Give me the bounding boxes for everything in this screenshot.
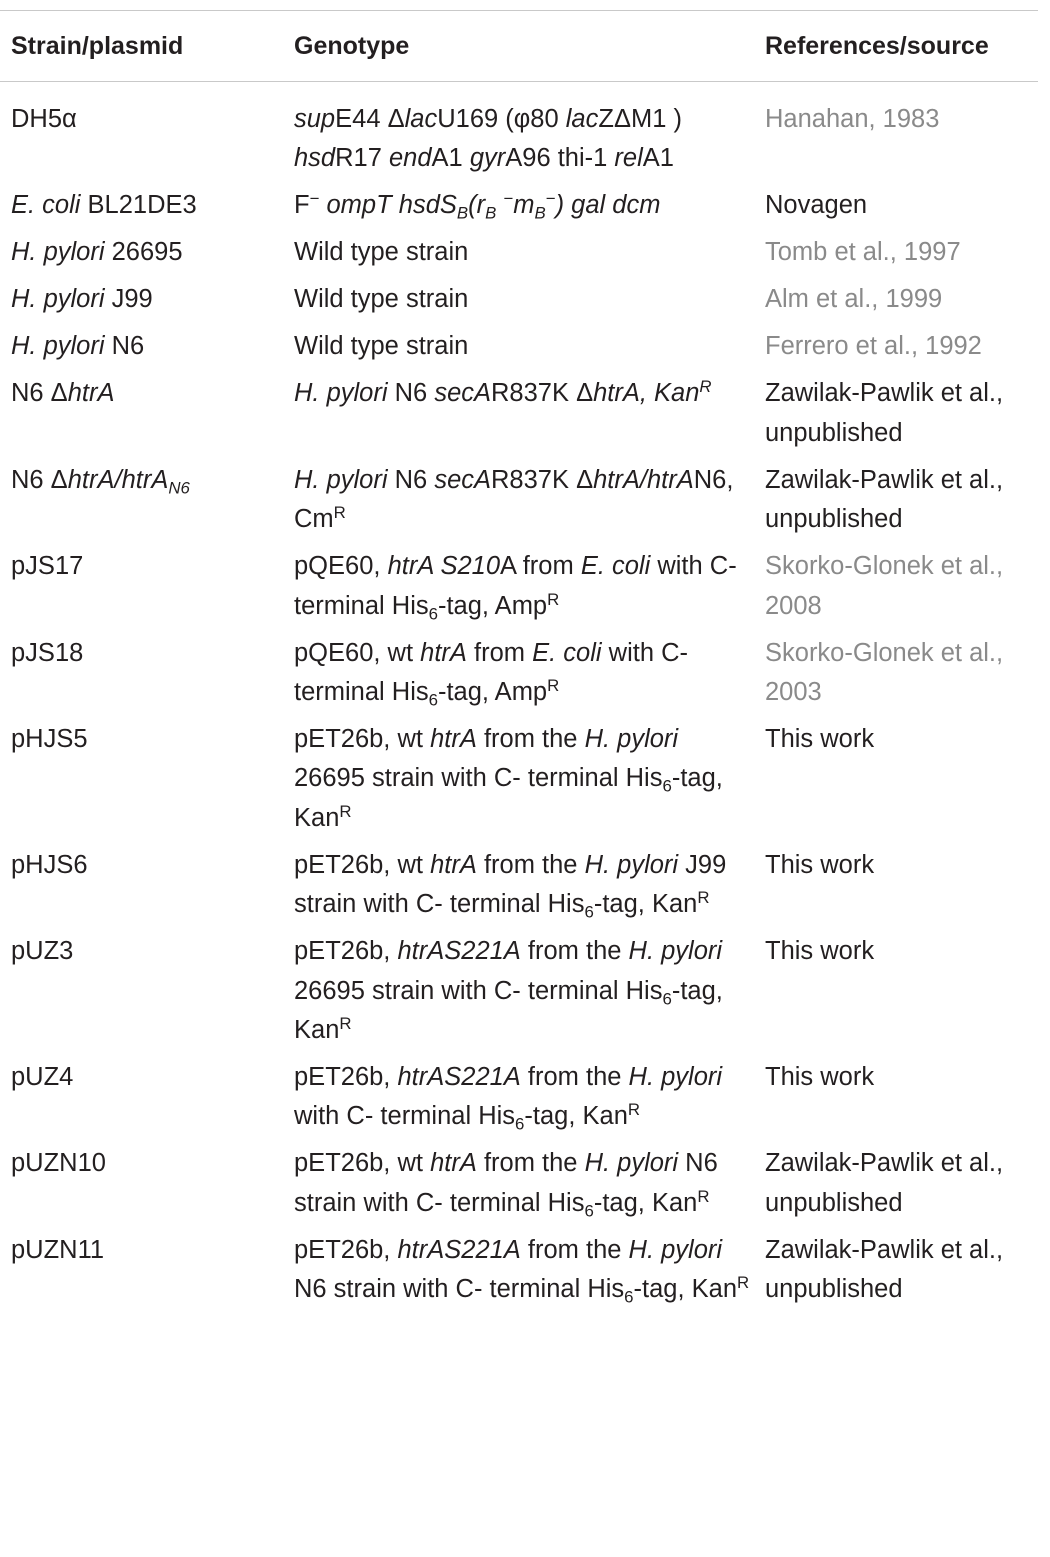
text-segment: R bbox=[699, 377, 712, 397]
reference-cell: Zawilak-Pawlik et al., unpublished bbox=[765, 465, 1004, 534]
text-segment: R bbox=[697, 1186, 710, 1206]
text-segment: R bbox=[339, 1013, 352, 1033]
text-segment: H. pylori bbox=[584, 850, 679, 879]
text-segment: rel bbox=[614, 144, 643, 173]
strain-cell bbox=[0, 1058, 283, 1144]
text-segment: htrA bbox=[67, 379, 115, 408]
strain-cell bbox=[0, 280, 283, 327]
text-segment: H. pylori bbox=[11, 238, 105, 267]
text-segment: with C-terminal His bbox=[294, 552, 737, 620]
text-segment: 26695 strain with C- terminal His bbox=[294, 976, 663, 1005]
table-header bbox=[0, 11, 1038, 82]
text-segment: sup bbox=[294, 105, 336, 133]
text-segment: from the bbox=[476, 725, 585, 754]
text-segment: 6 bbox=[662, 989, 672, 1009]
text-segment: 6 bbox=[428, 690, 438, 710]
strain-cell bbox=[0, 547, 283, 633]
text-segment: A from bbox=[500, 552, 581, 581]
table-row bbox=[0, 186, 1038, 233]
text-segment: pQE60, wt bbox=[294, 638, 421, 667]
text-segment: pJS18 bbox=[11, 638, 84, 667]
table-row bbox=[0, 461, 1038, 547]
text-segment: ompT hsdS bbox=[319, 191, 457, 220]
genotype-cell bbox=[283, 634, 754, 720]
text-segment: pET26b, bbox=[294, 1235, 398, 1264]
text-segment: from the bbox=[476, 1149, 585, 1178]
strain-cell bbox=[0, 634, 283, 720]
table-row bbox=[0, 932, 1038, 1058]
text-segment: from the bbox=[476, 850, 585, 879]
text-segment: B bbox=[485, 203, 497, 223]
header-strain-plasmid: Strain/plasmid bbox=[11, 32, 184, 60]
text-segment: H. pylori bbox=[628, 937, 723, 966]
table-row bbox=[0, 1058, 1038, 1144]
text-segment: hsd bbox=[294, 144, 336, 173]
text-segment: -tag, Amp bbox=[437, 678, 548, 707]
text-segment: from the bbox=[520, 937, 629, 966]
text-segment: R bbox=[697, 888, 710, 907]
text-segment: N6 bbox=[104, 332, 145, 361]
text-segment: A96 thi-1 bbox=[505, 144, 615, 173]
text-segment: ZΔM1 ) bbox=[598, 105, 682, 133]
table-row bbox=[0, 720, 1038, 846]
strain-table-container bbox=[0, 10, 1038, 1317]
text-segment: H. pylori bbox=[294, 379, 388, 408]
text-segment: pUZ4 bbox=[11, 1063, 74, 1092]
text-segment: pJS17 bbox=[11, 552, 84, 581]
text-segment: with C- terminal His bbox=[294, 638, 688, 707]
text-segment: R bbox=[339, 801, 352, 821]
text-segment: R bbox=[333, 502, 346, 522]
text-segment: N6 bbox=[387, 379, 435, 408]
reference-cell: Hanahan, 1983 bbox=[765, 105, 940, 133]
genotype-cell bbox=[283, 374, 754, 460]
text-segment: htrA, Kan bbox=[593, 379, 700, 408]
text-segment: ) gal dcm bbox=[555, 191, 661, 220]
text-segment: R837K Δ bbox=[491, 465, 594, 494]
text-segment: end bbox=[389, 144, 432, 173]
reference-cell: This work bbox=[765, 937, 875, 966]
text-segment: htrAS221A bbox=[397, 937, 521, 966]
text-segment: B bbox=[534, 203, 546, 223]
genotype-cell bbox=[283, 186, 754, 233]
text-segment: secA bbox=[434, 379, 492, 408]
text-segment: R bbox=[547, 675, 560, 695]
strain-cell bbox=[0, 932, 283, 1058]
text-segment: R bbox=[547, 589, 560, 609]
genotype-cell bbox=[283, 1144, 754, 1230]
genotype-cell bbox=[283, 932, 754, 1058]
genotype-cell bbox=[283, 547, 754, 633]
text-segment: E. coli bbox=[532, 638, 602, 667]
text-segment: secA bbox=[434, 465, 492, 494]
text-segment: -tag, Kan bbox=[524, 1102, 628, 1131]
text-segment: htrA/htrA bbox=[67, 465, 169, 494]
text-segment: 6 bbox=[584, 902, 594, 922]
text-segment: lac bbox=[565, 105, 599, 133]
table-row bbox=[0, 374, 1038, 460]
text-segment: lac bbox=[404, 105, 438, 133]
text-segment: N6 bbox=[387, 465, 435, 494]
text-segment: J99 strain with C- terminal His bbox=[294, 850, 727, 919]
text-segment: − bbox=[503, 189, 514, 209]
text-segment: -tag, Kan bbox=[294, 764, 723, 832]
reference-cell: Tomb et al., 1997 bbox=[765, 238, 961, 267]
text-segment: B bbox=[456, 203, 469, 223]
text-segment: H. pylori bbox=[11, 285, 105, 314]
text-segment: F bbox=[294, 191, 310, 220]
text-segment: R bbox=[627, 1100, 641, 1120]
text-segment: U169 (φ80 bbox=[437, 105, 566, 133]
text-segment: 6 bbox=[584, 1201, 594, 1221]
genotype-cell bbox=[283, 233, 754, 280]
reference-cell: This work bbox=[765, 850, 875, 879]
genotype-cell bbox=[283, 461, 754, 547]
reference-cell: Zawilak-Pawlik et al., unpublished bbox=[765, 1149, 1004, 1217]
text-segment: pET26b, wt bbox=[294, 1149, 431, 1178]
table-row bbox=[0, 1144, 1038, 1230]
text-segment: N6 strain with C- terminal His bbox=[294, 1275, 625, 1304]
strain-cell bbox=[0, 1231, 283, 1317]
text-segment: E. coli bbox=[11, 191, 81, 220]
text-segment: htrAS221A bbox=[397, 1063, 521, 1092]
reference-cell: Zawilak-Pawlik et al., unpublished bbox=[765, 1235, 1004, 1304]
text-segment: pET26b, wt bbox=[294, 850, 431, 879]
text-segment: N6 bbox=[168, 478, 190, 498]
text-segment: htrA bbox=[430, 1149, 477, 1178]
text-segment: 6 bbox=[662, 776, 672, 796]
text-segment: N6 strain with C- terminal His bbox=[294, 1149, 718, 1217]
table-row bbox=[0, 846, 1038, 932]
strain-cell bbox=[0, 846, 283, 932]
text-segment: 6 bbox=[428, 604, 438, 623]
text-segment: pHJS6 bbox=[11, 850, 88, 879]
text-segment: pQE60, bbox=[294, 552, 388, 581]
text-segment: m bbox=[513, 191, 535, 220]
text-segment: from the bbox=[520, 1063, 629, 1092]
text-segment: R837K Δ bbox=[491, 379, 594, 408]
genotype-cell bbox=[283, 720, 754, 846]
text-segment: H. pylori bbox=[584, 725, 679, 754]
text-segment: pUZN10 bbox=[11, 1149, 106, 1178]
reference-cell: This work bbox=[765, 1063, 875, 1092]
table-row bbox=[0, 1231, 1038, 1317]
text-segment: A1 bbox=[431, 144, 470, 173]
text-segment: H. pylori bbox=[294, 465, 388, 494]
text-segment: -tag, Kan bbox=[593, 890, 698, 919]
strain-cell bbox=[0, 233, 283, 280]
strain-cell bbox=[0, 82, 283, 187]
text-segment: Wild type strain bbox=[294, 332, 469, 361]
header-row bbox=[0, 11, 1038, 82]
text-segment: pUZ3 bbox=[11, 937, 74, 966]
strain-cell bbox=[0, 1144, 283, 1230]
text-segment: htrA bbox=[430, 725, 477, 754]
genotype-cell bbox=[283, 1231, 754, 1317]
header-references-source: References/source bbox=[765, 32, 989, 60]
text-segment: J99 bbox=[104, 285, 153, 314]
text-segment: 26695 strain with C- terminal His bbox=[294, 764, 663, 793]
text-segment: htrA bbox=[430, 850, 477, 879]
text-segment: − bbox=[309, 189, 320, 209]
reference-cell: Skorko-Glonek et al., 2008 bbox=[765, 552, 1004, 620]
text-segment: DH5α bbox=[11, 105, 77, 133]
header-genotype: Genotype bbox=[294, 32, 410, 60]
text-segment: Wild type strain bbox=[294, 285, 469, 314]
text-segment: -tag, Kan bbox=[294, 976, 723, 1045]
table-row bbox=[0, 280, 1038, 327]
text-segment: -tag, Amp bbox=[437, 591, 548, 620]
strain-cell bbox=[0, 720, 283, 846]
reference-cell: This work bbox=[765, 725, 875, 754]
genotype-cell bbox=[283, 327, 754, 374]
text-segment: E. coli bbox=[580, 552, 651, 581]
genotype-cell bbox=[283, 82, 754, 187]
text-segment: R bbox=[737, 1273, 750, 1293]
text-segment: Wild type strain bbox=[294, 238, 469, 267]
text-segment: E44 Δ bbox=[335, 105, 405, 133]
strain-cell bbox=[0, 461, 283, 547]
table-row bbox=[0, 547, 1038, 633]
text-segment: htrAS221A bbox=[397, 1235, 521, 1264]
text-segment: N6 Δ bbox=[11, 379, 68, 408]
text-segment: H. pylori bbox=[584, 1149, 679, 1178]
genotype-cell bbox=[283, 280, 754, 327]
text-segment: H. pylori bbox=[628, 1063, 723, 1092]
text-segment: H. pylori bbox=[628, 1235, 723, 1264]
table-row bbox=[0, 327, 1038, 374]
strain-cell bbox=[0, 327, 283, 374]
table-row bbox=[0, 233, 1038, 280]
text-segment: BL21DE3 bbox=[80, 191, 197, 220]
genotype-cell bbox=[283, 1058, 754, 1144]
text-segment: N6, Cm bbox=[294, 465, 734, 534]
table-row bbox=[0, 82, 1038, 187]
text-segment: 26695 bbox=[104, 238, 183, 267]
text-segment: pHJS5 bbox=[11, 725, 88, 754]
text-segment: N6 Δ bbox=[11, 465, 68, 494]
strain-cell bbox=[0, 374, 283, 460]
text-segment: htrA bbox=[420, 638, 467, 667]
table-row bbox=[0, 634, 1038, 720]
text-segment: pET26b, bbox=[294, 1063, 398, 1092]
text-segment: from the bbox=[520, 1235, 629, 1264]
strain-cell bbox=[0, 186, 283, 233]
reference-cell: Ferrero et al., 1992 bbox=[765, 332, 982, 361]
text-segment: with C- terminal His bbox=[294, 1102, 516, 1131]
text-segment: (r bbox=[468, 191, 486, 220]
text-segment: R17 bbox=[335, 144, 389, 173]
reference-cell: Zawilak-Pawlik et al., unpublished bbox=[765, 379, 1004, 447]
text-segment: htrA/htrA bbox=[593, 465, 694, 494]
text-segment: − bbox=[545, 189, 556, 209]
text-segment: pET26b, wt bbox=[294, 725, 431, 754]
text-segment: pUZN11 bbox=[11, 1235, 105, 1264]
text-segment: from bbox=[466, 638, 533, 667]
reference-cell: Novagen bbox=[765, 191, 868, 220]
genotype-cell bbox=[283, 846, 754, 932]
text-segment: -tag, Kan bbox=[593, 1188, 698, 1217]
strain-plasmid-table bbox=[0, 10, 1038, 1317]
table-body bbox=[0, 82, 1038, 1318]
text-segment: H. pylori bbox=[11, 332, 105, 361]
text-segment: 6 bbox=[624, 1287, 634, 1307]
text-segment: htrA S210 bbox=[387, 552, 501, 581]
text-segment: A1 bbox=[642, 144, 674, 173]
text-segment: -tag, Kan bbox=[633, 1275, 737, 1304]
text-segment: pET26b, bbox=[294, 937, 398, 966]
text-segment: gyr bbox=[469, 144, 506, 173]
text-segment: 6 bbox=[515, 1114, 525, 1134]
reference-cell: Skorko-Glonek et al., 2003 bbox=[765, 638, 1004, 707]
reference-cell: Alm et al., 1999 bbox=[765, 285, 943, 314]
